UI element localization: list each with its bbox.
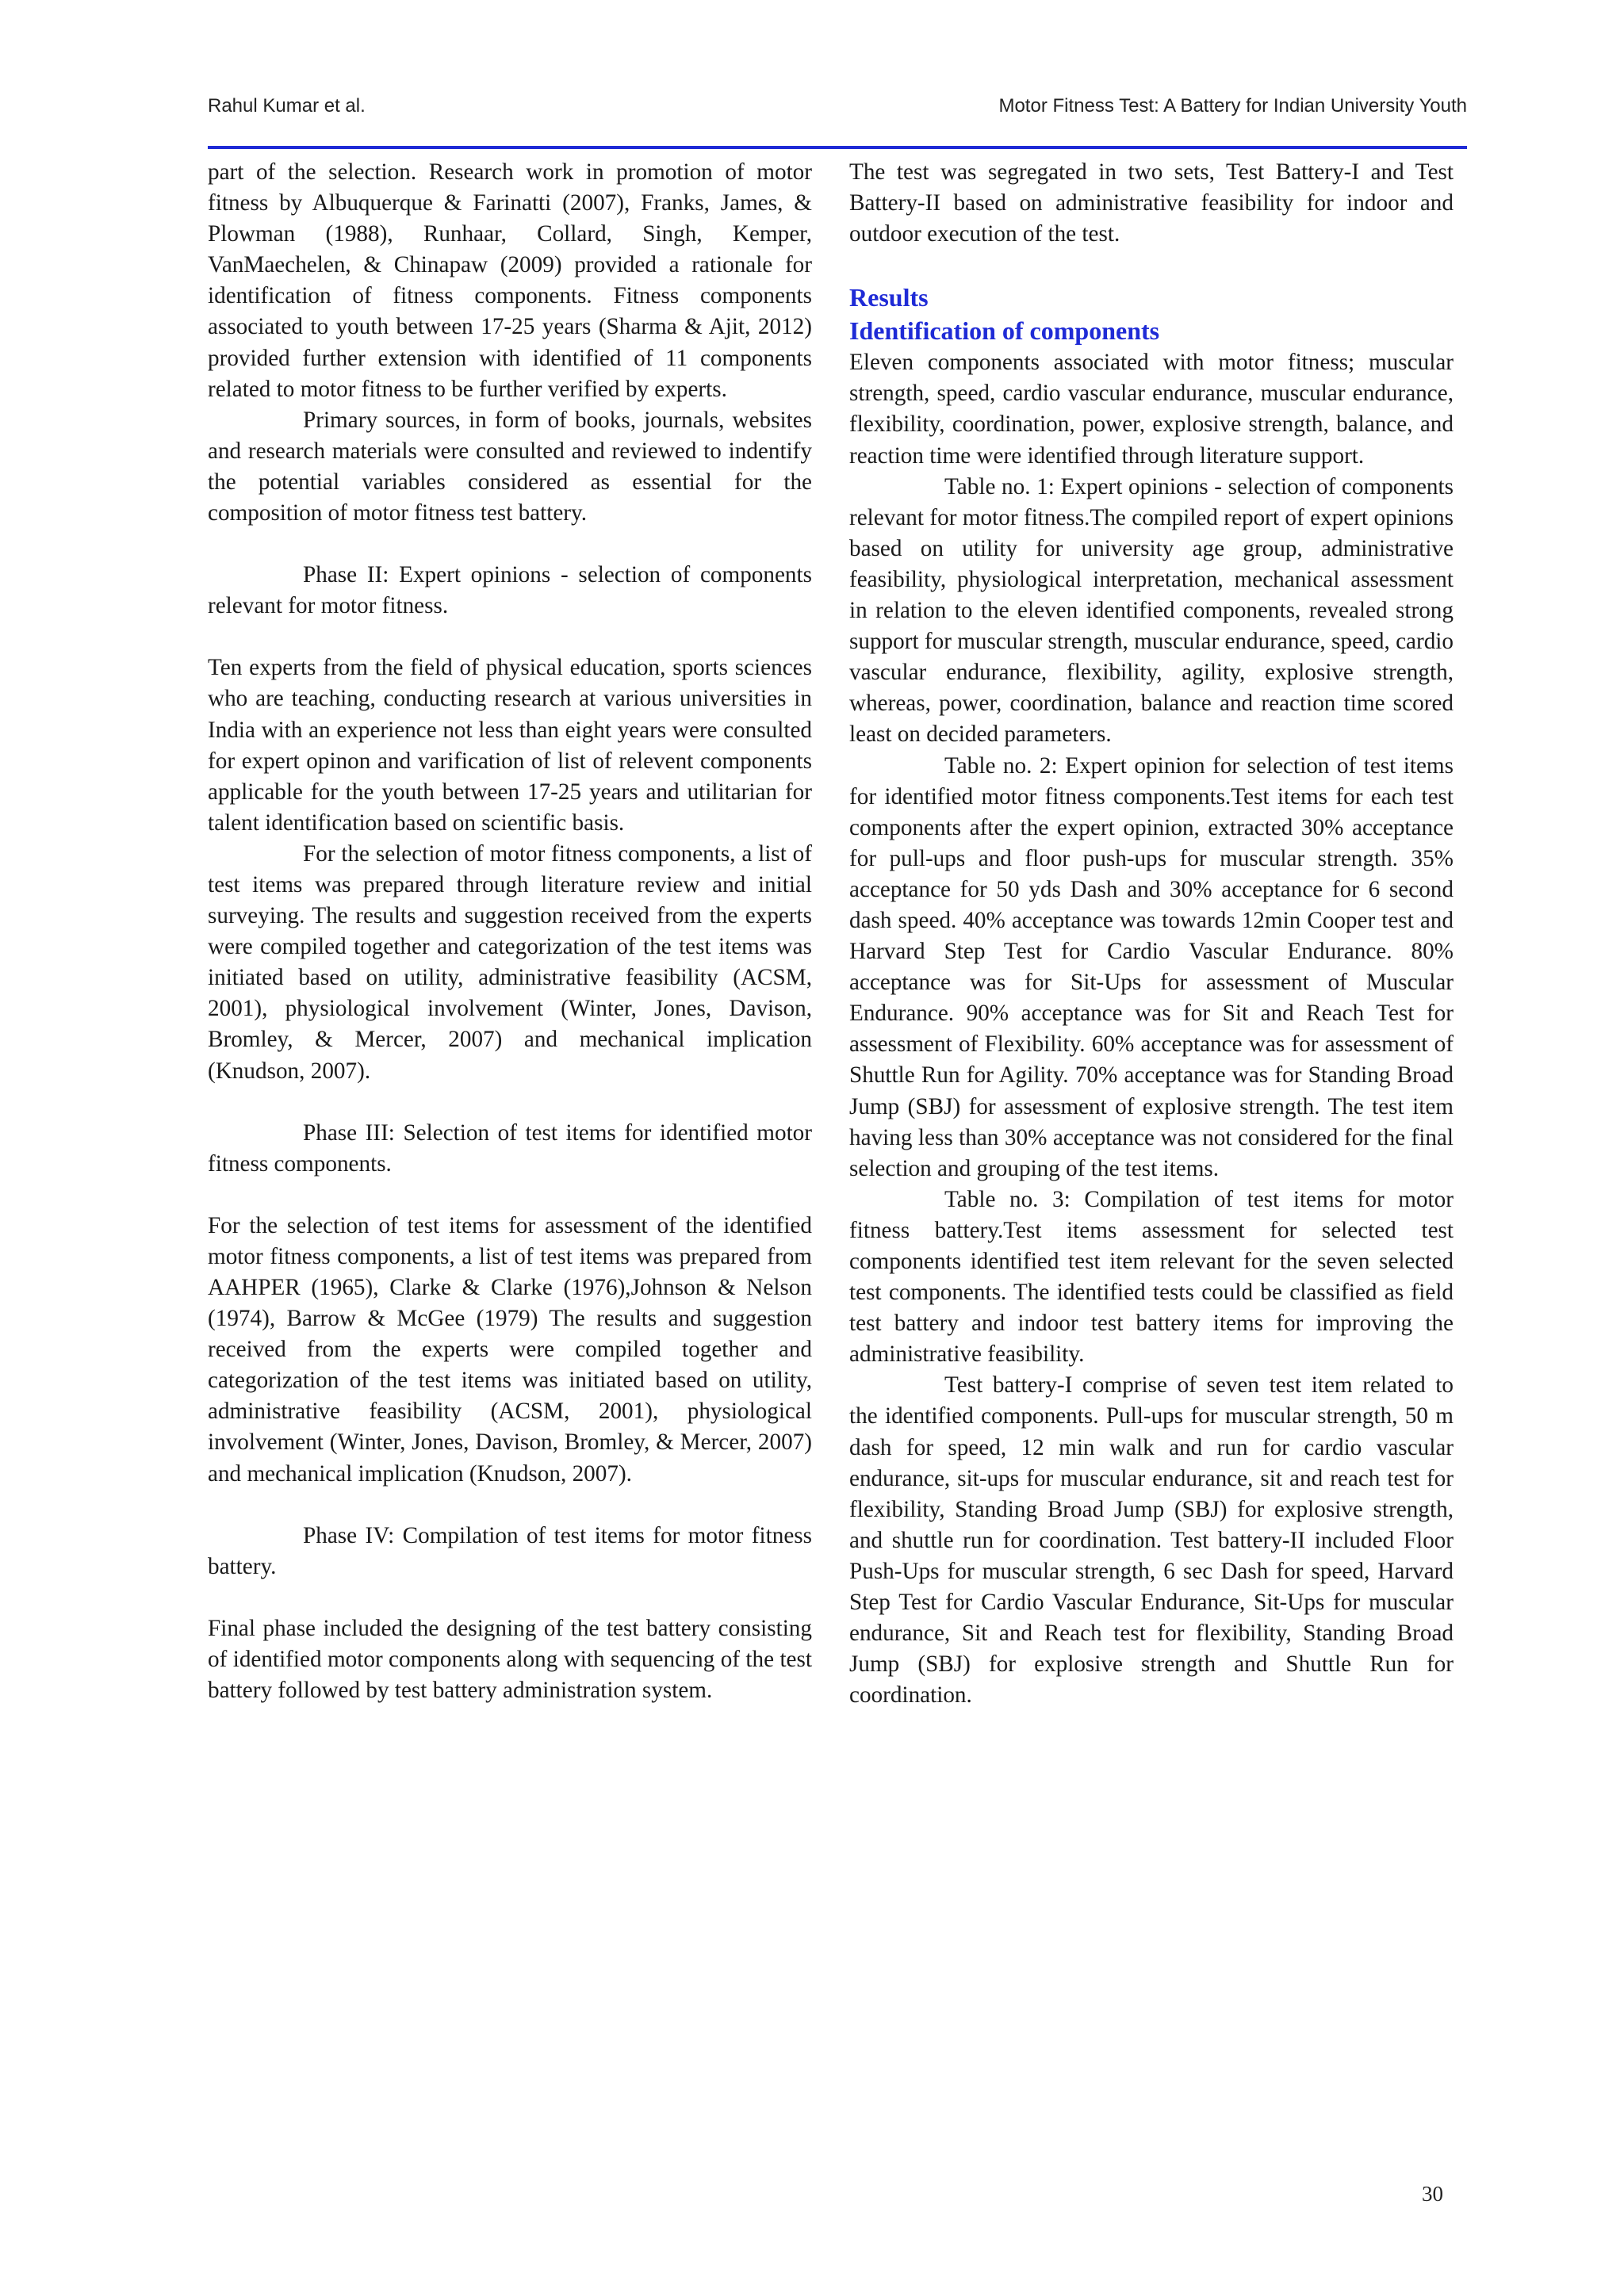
- paragraph: The test was segregated in two sets, Test Battery-I and Test Battery-II based on administrative feasibility for indoor and outdoor execution of the test.: [849, 159, 1454, 247]
- section-heading-identification: Identification of components: [849, 316, 1160, 346]
- spacer: [849, 250, 1454, 281]
- paragraph: Primary sources, in form of books, journals, websites and research materials were consulted and reviewed to indentify the potential variables considered as essential for the composition of motor fitness test battery.: [208, 407, 812, 526]
- spacer: [208, 1490, 812, 1521]
- right-column: [849, 157, 1454, 1711]
- spacer: [208, 1180, 812, 1211]
- spacer: [208, 1087, 812, 1118]
- spacer: [208, 622, 812, 652]
- paragraph: Table no. 2: Expert opinion for selection of test items for identified motor fitness components.Test items for each test components after the expert opinion, extracted 30% acceptance for pull-ups and floor push-ups for muscular strength. 35% acceptance for 50 yds Dash and 30% acceptance for 6 second dash speed. 40% acceptance was towards 12min Cooper test and Harvard Step Test for Cardio Vascular Endurance. 80% acceptance was for Sit-Ups for assessment of Muscular Endurance. 90% acceptance was for Sit and Reach Test for assessment of Flexibility. 60% acceptance was for assessment of Shuttle Run for Agility. 70% acceptance was for Standing Broad Jump (SBJ) for assessment of explosive strength. The test item having less than 30% acceptance was not considered for the final selection and grouping of the test items.: [849, 752, 1454, 1181]
- spacer: [208, 1582, 812, 1613]
- header-authors: Rahul Kumar et al.: [208, 95, 366, 117]
- paragraph: For the selection of motor fitness components, a list of test items was prepared through literature review and initial surveying. The results and suggestion received from the experts were compiled together and categorization of the test items was initiated based on utility, administrative feasibility (ACSM, 2001), physiological involvement (Winter, Jones, Davison, Bromley, & Mercer, 2007) and mechanical implication (Knudson, 2007).: [208, 840, 812, 1084]
- phase-heading: Phase IV: Compilation of test items for motor fitness battery.: [208, 1522, 812, 1579]
- paragraph: Table no. 1: Expert opinions - selection of components relevant for motor fitness.The compiled report of expert opinions based on utility for university age group, administrative feasibility, physiological interpretation, mechanical assessment in relation to the eleven identified components, revealed strong support for muscular strength, muscular endurance, speed, cardio vascular endurance, flexibility, agility, explosive strength, whereas, power, coordination, balance and reaction time scored least on decided parameters.: [849, 473, 1454, 748]
- section-heading-results: Results: [849, 283, 929, 312]
- phase-heading: Phase III: Selection of test items for identified motor fitness components.: [208, 1119, 812, 1177]
- paragraph: Eleven components associated with motor fitness; muscular strength, speed, cardio vascular endurance, muscular endurance, flexibility, coordination, power, explosive strength, balance, and reaction time were identified through literature support.: [849, 350, 1454, 469]
- paragraph: Test battery-I comprise of seven test item related to the identified components. Pull-ups for muscular strength, 50 m dash for speed, 12 min walk and run for cardio vascular endurance, sit-ups for muscular endurance, sit and reach test for flexibility, Standing Broad Jump (SBJ) for explosive strength, and shuttle run for coordination. Test battery-II included Floor Push-Ups for muscular strength, 6 sec Dash for speed, Harvard Step Test for Cardio Vascular Endurance, Sit-Ups for muscular endurance, Sit and Reach test for flexibility, Standing Broad Jump (SBJ) for explosive strength and Shuttle Run for coordination.: [849, 1372, 1454, 1709]
- phase-heading: Phase II: Expert opinions - selection of components relevant for motor fitness.: [208, 562, 812, 619]
- paragraph: part of the selection. Research work in promotion of motor fitness by Albuquerque & Farinatti (2007), Franks, James, & Plowman (1988), Runhaar, Collard, Singh, Kemper, VanMaechelen, & Chinapaw (2009) provided a rationale for identification of fitness components. Fitness components associated to youth between 17-25 years (Sharma & Ajit, 2012) provided further extension with identified of 11 components related to motor fitness to be further verified by experts.: [208, 159, 812, 402]
- paragraph: Ten experts from the field of physical education, sports sciences who are teaching, conducting research at various universities in India with an experience not less than eight years were consulted for expert opinon and varification of list of relevent components applicable for the youth between 17-25 years and utilitarian for talent identification based on scientific basis.: [208, 655, 812, 836]
- header-divider: [208, 146, 1467, 149]
- left-column: [208, 157, 812, 1706]
- header-title: Motor Fitness Test: A Battery for Indian University Youth: [998, 95, 1467, 117]
- paragraph: For the selection of test items for assessment of the identified motor fitness components, a list of test items was prepared from AAHPER (1965), Clarke & Clarke (1976),Johnson & Nelson (1974), Barrow & McGee (1979) The results and suggestion received from the experts were compiled together and categorization of the test items was initiated based on utility, administrative feasibility (ACSM, 2001), physiological involvement (Winter, Jones, Davison, Bromley, & Mercer, 2007) and mechanical implication (Knudson, 2007).: [208, 1212, 812, 1487]
- paragraph: Final phase included the designing of the test battery consisting of identified motor components along with sequencing of the test battery followed by test battery administration system.: [208, 1615, 812, 1704]
- page-number: 30: [1422, 2182, 1443, 2206]
- paragraph: Table no. 3: Compilation of test items for motor fitness battery.Test items assessment for selected test components identified test item relevant for the seven selected test components. The identified tests could be classified as field test battery and indoor test battery items for improving the administrative feasibility.: [849, 1186, 1454, 1368]
- spacer: [208, 529, 812, 560]
